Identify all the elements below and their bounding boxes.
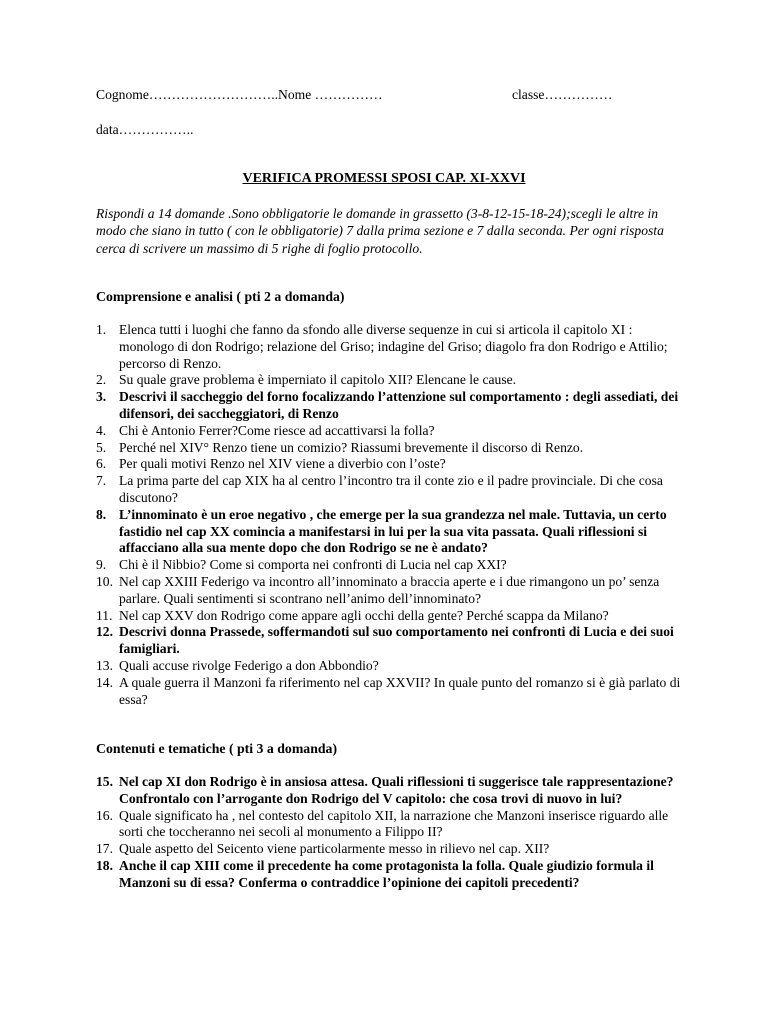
classe-field: classe…………… bbox=[512, 87, 613, 102]
question-number: 2. bbox=[96, 372, 107, 388]
question-number: 15. bbox=[96, 774, 113, 789]
section-title-contenuti: Contenuti e tematiche ( pti 3 a domanda) bbox=[96, 741, 338, 756]
question-text: Su quale grave problema è imperniato il capitolo XII? Elencane le cause. bbox=[119, 372, 517, 388]
question-text: Chi è Antonio Ferrer?Come riesce ad accattivarsi la folla? bbox=[119, 422, 435, 438]
question-item bbox=[96, 574, 681, 608]
question-item bbox=[96, 808, 681, 842]
question-text: Perché nel XIV° Renzo tiene un comizio? Riassumi brevemente il discorso di Renzo. bbox=[119, 439, 584, 455]
question-text: Quale aspetto del Seicento viene particolarmente messo in rilievo nel cap. XII? bbox=[119, 841, 550, 857]
question-number: 5. bbox=[96, 439, 107, 455]
question-text: Descrivi donna Prassede, soffermandoti sul suo comportamento nei confronti di Lucia e dei suoi famigliari. bbox=[119, 624, 674, 657]
question-item bbox=[96, 675, 681, 709]
question-number: 12. bbox=[96, 624, 113, 640]
question-item bbox=[96, 774, 681, 808]
question-number: 17. bbox=[96, 841, 113, 857]
question-text: Nel cap XXV don Rodrigo come appare agli occhi della gente? Perché scappa da Milano? bbox=[119, 607, 609, 623]
question-item bbox=[96, 440, 681, 457]
question-item bbox=[96, 624, 681, 658]
question-item bbox=[96, 841, 681, 858]
instructions: Rispondi a 14 domande .Sono obbligatorie le domande in grassetto (3-8-12-15-18-24);scegli le altre in modo che siano in tutto ( con le obbligatorie) 7 dalla prima sezione e 7 dalla seconda. Per ogni risposta cerca di scrivere un massimo di 5 righe di foglio protocollo. bbox=[96, 206, 664, 256]
question-item bbox=[96, 423, 681, 440]
question-text: Nel cap XI don Rodrigo è in ansiosa attesa. Quali riflessioni ti suggerisce tale rappresentazione? Confrontalo con l’arrogante don Rodrigo del V capitolo: che cosa trovi di nuovo in lui? bbox=[119, 774, 674, 806]
data-field: data…………….. bbox=[96, 122, 194, 137]
question-item bbox=[96, 473, 681, 507]
question-number: 7. bbox=[96, 473, 107, 489]
question-item bbox=[96, 372, 681, 389]
question-number: 10. bbox=[96, 573, 113, 589]
question-text: Descrivi il saccheggio del forno focalizzando l’attenzione sul comportamento : degli assediati, dei difensori, dei saccheggiatori, di Renzo bbox=[119, 389, 679, 421]
question-text: Per quali motivi Renzo nel XIV viene a diverbio con l’oste? bbox=[119, 456, 446, 472]
question-text: Quale significato ha , nel contesto del capitolo XII, la narrazione che Manzoni inserisce riguardo alle sorti che toccheranno nei secoli al monumento a Filippo II? bbox=[119, 807, 669, 840]
question-item bbox=[96, 557, 681, 574]
question-list-contenuti bbox=[96, 774, 681, 892]
question-item bbox=[96, 322, 681, 372]
cognome-nome-field: Cognome………………………..Nome …………… bbox=[96, 87, 383, 102]
question-item bbox=[96, 858, 681, 892]
question-text: Chi è il Nibbio? Come si comporta nei confronti di Lucia nel cap XXI? bbox=[119, 557, 507, 573]
question-number: 14. bbox=[96, 674, 113, 690]
question-item bbox=[96, 608, 681, 625]
question-text: Anche il cap XIII come il precedente ha come protagonista la folla. Quale giudizio formula il Manzoni su di essa? Conferma o contraddice l’opinione dei capitoli precedenti? bbox=[119, 857, 654, 890]
question-number: 6. bbox=[96, 456, 107, 472]
question-text: Nel cap XXIII Federigo va incontro all’innominato a braccia aperte e i due rimangono un po’ senza parlare. Quali sentimenti si scontrano nell’animo dell’innominato? bbox=[119, 573, 660, 606]
question-number: 16. bbox=[96, 807, 113, 823]
question-number: 4. bbox=[96, 422, 107, 438]
question-number: 18. bbox=[96, 857, 113, 873]
question-number: 9. bbox=[96, 557, 107, 573]
question-number: 11. bbox=[96, 607, 113, 623]
question-list-comprensione bbox=[96, 322, 681, 708]
question-number: 8. bbox=[96, 506, 107, 522]
question-item bbox=[96, 389, 681, 423]
question-item bbox=[96, 456, 681, 473]
question-text: La prima parte del cap XIX ha al centro l’incontro tra il conte zio e il padre provinciale. Di che cosa discutono? bbox=[119, 473, 663, 505]
section-title-comprensione: Comprensione e analisi ( pti 2 a domanda) bbox=[96, 289, 345, 304]
question-number: 13. bbox=[96, 657, 113, 673]
question-text: Elenca tutti i luoghi che fanno da sfondo alle diverse sequenze in cui si articola il capitolo XI : monologo di don Rodrigo; relazione del Griso; indagine del Griso; diagolo fra don Rodrigo e Attilio; percorso di Renzo. bbox=[119, 322, 668, 371]
question-text: Quali accuse rivolge Federigo a don Abbondio? bbox=[119, 657, 379, 673]
question-item bbox=[96, 658, 681, 675]
question-text: A quale guerra il Manzoni fa riferimento nel cap XXVII? In quale punto del romanzo si è già parlato di essa? bbox=[119, 674, 681, 707]
question-number: 1. bbox=[96, 322, 107, 337]
question-number: 3. bbox=[96, 389, 107, 405]
page-title: VERIFICA PROMESSI SPOSI CAP. XI-XXVI bbox=[242, 171, 526, 186]
question-item bbox=[96, 507, 681, 557]
question-text: L’innominato è un eroe negativo , che emerge per la sua grandezza nel male. Tuttavia, un certo fastidio nel cap XX comincia a manifestarsi in lui per la sua vita passata. Quali riflessioni si affacciano alla sua mente dopo che don Rodrigo se ne è andato? bbox=[119, 506, 667, 556]
